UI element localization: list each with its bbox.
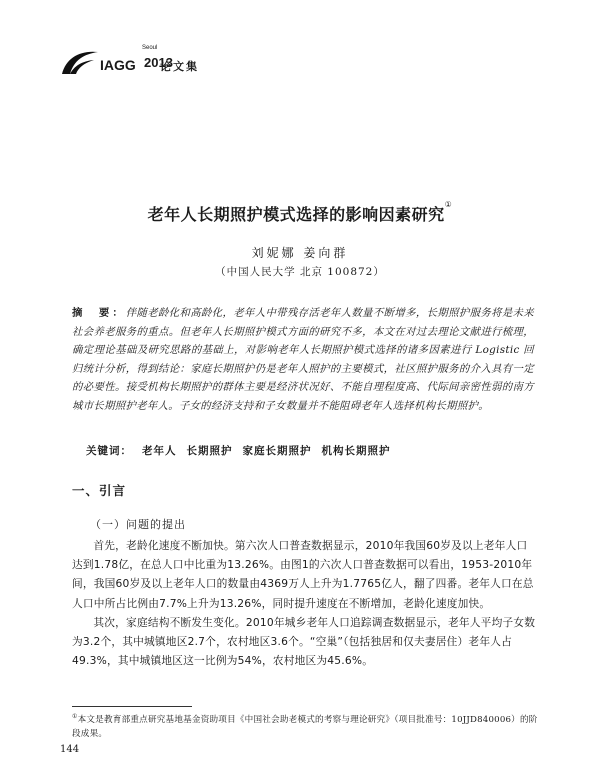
keywords-label: 关键词： [86, 445, 132, 457]
subsection-heading: （一）问题的提出 [90, 518, 186, 531]
keywords [86, 443, 546, 458]
affiliation: （中国人民大学 北京 100872） [215, 266, 385, 278]
footnote-text: 本文是教育部重点研究基地基金资助项目《中国社会助老模式的考察与理论研究》（项目批准号：10JJD840006）的阶段成果。 [72, 714, 538, 739]
footnote-marker: ① [72, 713, 78, 720]
paper-title [0, 202, 600, 225]
title-text: 老年人长期照护模式选择的影响因素研究 [147, 205, 445, 224]
section-heading: 一、引言 [72, 483, 127, 498]
page-number: 144 [60, 744, 80, 755]
paragraph: 其次，家庭结构不断发生变化。2010年城乡老年人口追踪调查数据显示，老年人平均子女数为3.2个，其中城镇地区2.7个，农村地区3.6个。“空巢”（包括独居和仅夫妻居住）老年人占49.3%，其中城镇地区这一比例为54%，农村地区为45.6%。 [72, 615, 536, 668]
body-text [72, 536, 536, 670]
abstract-text: 伴随老龄化和高龄化，老年人中带残存活老年人数量不断增多，长期照护服务将是未来社会养老服务的重点。但老年人长期照护模式方面的研究不多，本文在对过去理论文献进行梳理，确定理论基础及研究思路的基础上，对影响老年人长期照护模式选择的诸多因素进行 Logistic 回归统计分析，得到结论：家庭长期照护仍是老年人照护的主要模式，社区照护服务的介入具有一定的必要性。接受机构长期照护的群体主要是经济状况好、不能自理程度高、代际间亲密性弱的南方城市长期照护老年人。子女的经济支持和子女数量并不能阻碍老年人选择机构长期照护。 [72, 307, 534, 412]
authors: 刘妮娜 姜向群 [251, 246, 349, 260]
logo-small-text: Seoul [142, 45, 158, 51]
logo-text: IAGG [100, 57, 136, 73]
section-label: 论文集 [160, 60, 199, 73]
title-footnote-marker: ① [444, 200, 453, 209]
keyword: 家庭长期照护 [242, 445, 312, 457]
keyword: 机构长期照护 [321, 445, 391, 457]
logo-year: 2013 [144, 55, 173, 70]
footnote-rule [72, 706, 192, 707]
swoosh-logo-icon [60, 48, 100, 78]
keyword: 老年人 [142, 445, 177, 457]
paragraph: 首先，老龄化速度不断加快。第六次人口普查数据显示，2010年我国60岁及以上老年人口达到1.78亿，在总人口中比重为13.26%。由图1的六次人口普查数据可以看出，1953-2010年间，我国60岁及以上老年人口的数量由4369万人上升为1.7765亿人，翻了四番。老年人口在总人口中所占比例由7.7%上升为13.26%，同时提升速度在不断增加，老龄化速度加快。 [72, 539, 534, 610]
abstract [72, 304, 534, 416]
abstract-label: 摘 要： [72, 307, 126, 319]
footnote [72, 710, 540, 741]
keyword: 长期照护 [186, 445, 233, 457]
